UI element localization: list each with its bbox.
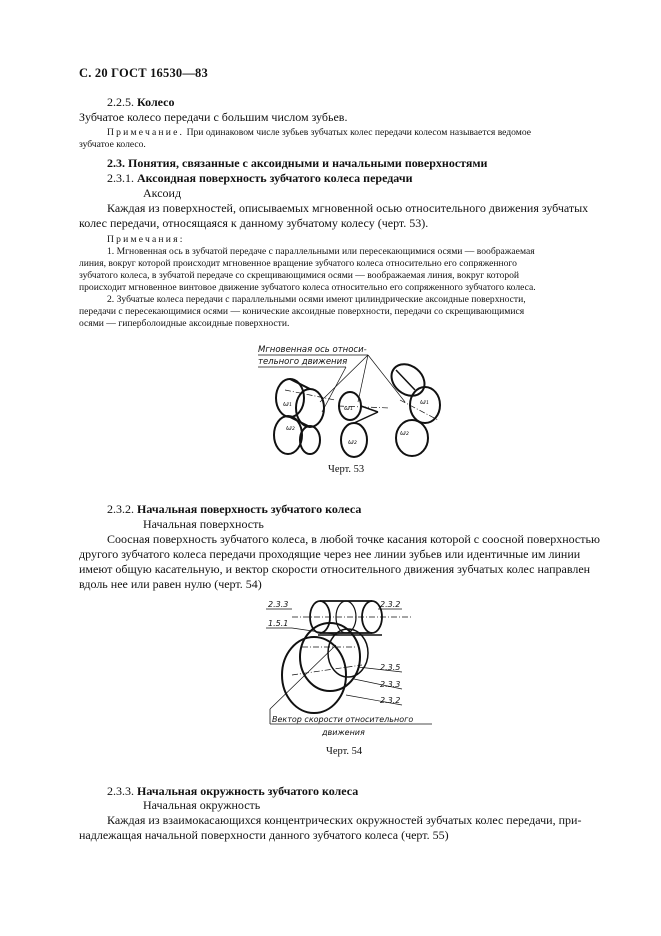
note-line: происходит мгновенное винтовое движение зубчатого колеса относительно его сопряженного зубчатого колеса. <box>79 282 536 293</box>
figure-53-drawing <box>250 340 450 462</box>
section-2-2-5-heading <box>107 95 174 110</box>
gear-pair-intersecting <box>338 392 390 457</box>
figure-54-caption: Черт. 54 <box>326 746 363 757</box>
note-line: осями — гиперболоидные аксоидные поверхности. <box>79 318 290 329</box>
section-2-3-3-heading <box>107 784 358 799</box>
ref-1-5-1: 1.5.1 <box>268 619 289 628</box>
definition-line: Соосная поверхность зубчатого колеса, в любой точке касания которой с соосной поверхностью <box>107 532 600 546</box>
section-2-3-heading: 2.3. Понятия, связанные с аксоидными и начальными поверхностями <box>107 156 488 170</box>
section-number: 2.3.1. <box>107 171 134 185</box>
ref-2-3-3-bottom: 2.3.3 <box>380 680 401 689</box>
note-text: При одинаковом числе зубьев зубчатых колес передачи колесом называется ведомое <box>184 127 532 138</box>
omega-2-label: ω₂ <box>286 424 295 432</box>
omega-1-label: ω₁ <box>420 398 429 406</box>
term: Аксоидная поверхность зубчатого колеса передачи <box>137 171 413 185</box>
section-2-3-1-heading <box>107 171 413 186</box>
figure-53-caption: Черт. 53 <box>328 464 365 475</box>
omega-1-label: ω₁ <box>283 400 292 408</box>
definition-line: другого зубчатого колеса передачи проходящие через нее линии зубьев или идентичные им линии <box>79 547 581 561</box>
ref-2-3-3-top: 2.3.3 <box>268 600 289 609</box>
omega-2-label: ω₂ <box>400 429 409 437</box>
note-label: Примечание. <box>107 127 185 138</box>
axis-label-line1: Мгновенная ось относи- <box>258 345 367 355</box>
note-line: 2. Зубчатые колеса передачи с параллельными осями имеют цилиндрические аксоидные поверхности, <box>107 294 526 305</box>
ref-2-3-2-top: 2.3.2 <box>380 600 401 609</box>
section-number: 2.2.5. <box>107 95 134 109</box>
definition-line: надлежащая начальной поверхности данного зубчатого колеса (черт. 55) <box>79 828 449 842</box>
gear-pair-crossed <box>385 358 440 456</box>
axis-label-line2: тельного движения <box>258 357 348 367</box>
definition-line: вдоль нее или равен нулю (черт. 54) <box>79 577 262 591</box>
note-line: зубчатого колеса, в зубчатой передаче со скрещивающимися осями — воображаемая линия, вокруг которой <box>79 270 520 281</box>
notes-label: Примечания: <box>107 234 185 245</box>
definition-line: колес передачи, относящаяся к данному зубчатому колесу (черт. 53). <box>79 216 429 230</box>
note-continued: зубчатое колесо. <box>79 139 146 150</box>
figure-54-drawing <box>262 595 440 737</box>
synonym: Начальная окружность <box>143 798 261 812</box>
note-line: передачи с пересекающимися осями — конические аксоидные поверхности, передачи со скрещивающимися <box>79 306 525 317</box>
term: Колесо <box>137 95 175 109</box>
section-number: 2.3.3. <box>107 784 134 798</box>
ref-2-3-2-bottom: 2.3.2 <box>380 696 401 705</box>
ref-2-3-5: 2.3.5 <box>380 663 401 672</box>
omega-2-label: ω₂ <box>348 438 357 446</box>
section-number: 2.3.2. <box>107 502 134 516</box>
vector-label-line2: движения <box>322 728 365 737</box>
note-line: 1. Мгновенная ось в зубчатой передаче с параллельными или пересекающимися осями — воображаемая <box>107 246 535 257</box>
term: Начальная поверхность зубчатого колеса <box>137 502 362 516</box>
vector-label-line1: Вектор скорости относительного <box>272 715 414 724</box>
section-2-3-2-heading <box>107 502 361 517</box>
page-header: С. 20 ГОСТ 16530—83 <box>79 66 208 80</box>
note <box>107 127 583 139</box>
note-line: линия, вокруг которой происходит мгновенное вращение зубчатого колеса относительно его сопряженного <box>79 258 517 269</box>
definition: Зубчатое колесо передачи с большим числом зубьев. <box>79 110 348 124</box>
definition-line: Каждая из взаимокасающихся концентрических окружностей зубчатых колес передачи, при- <box>107 813 582 827</box>
omega-1-label: ω₁ <box>344 404 353 412</box>
term: Начальная окружность зубчатого колеса <box>137 784 359 798</box>
synonym: Начальная поверхность <box>143 517 264 531</box>
gear-pair-parallel <box>274 379 335 454</box>
definition-line: Каждая из поверхностей, описываемых мгновенной осью относительного движения зубчатых <box>107 201 589 215</box>
synonym: Аксоид <box>143 186 182 200</box>
definition-line: имеют общую касательную, и вектор скорости относительного движения зубчатых колес направлен <box>79 562 591 576</box>
